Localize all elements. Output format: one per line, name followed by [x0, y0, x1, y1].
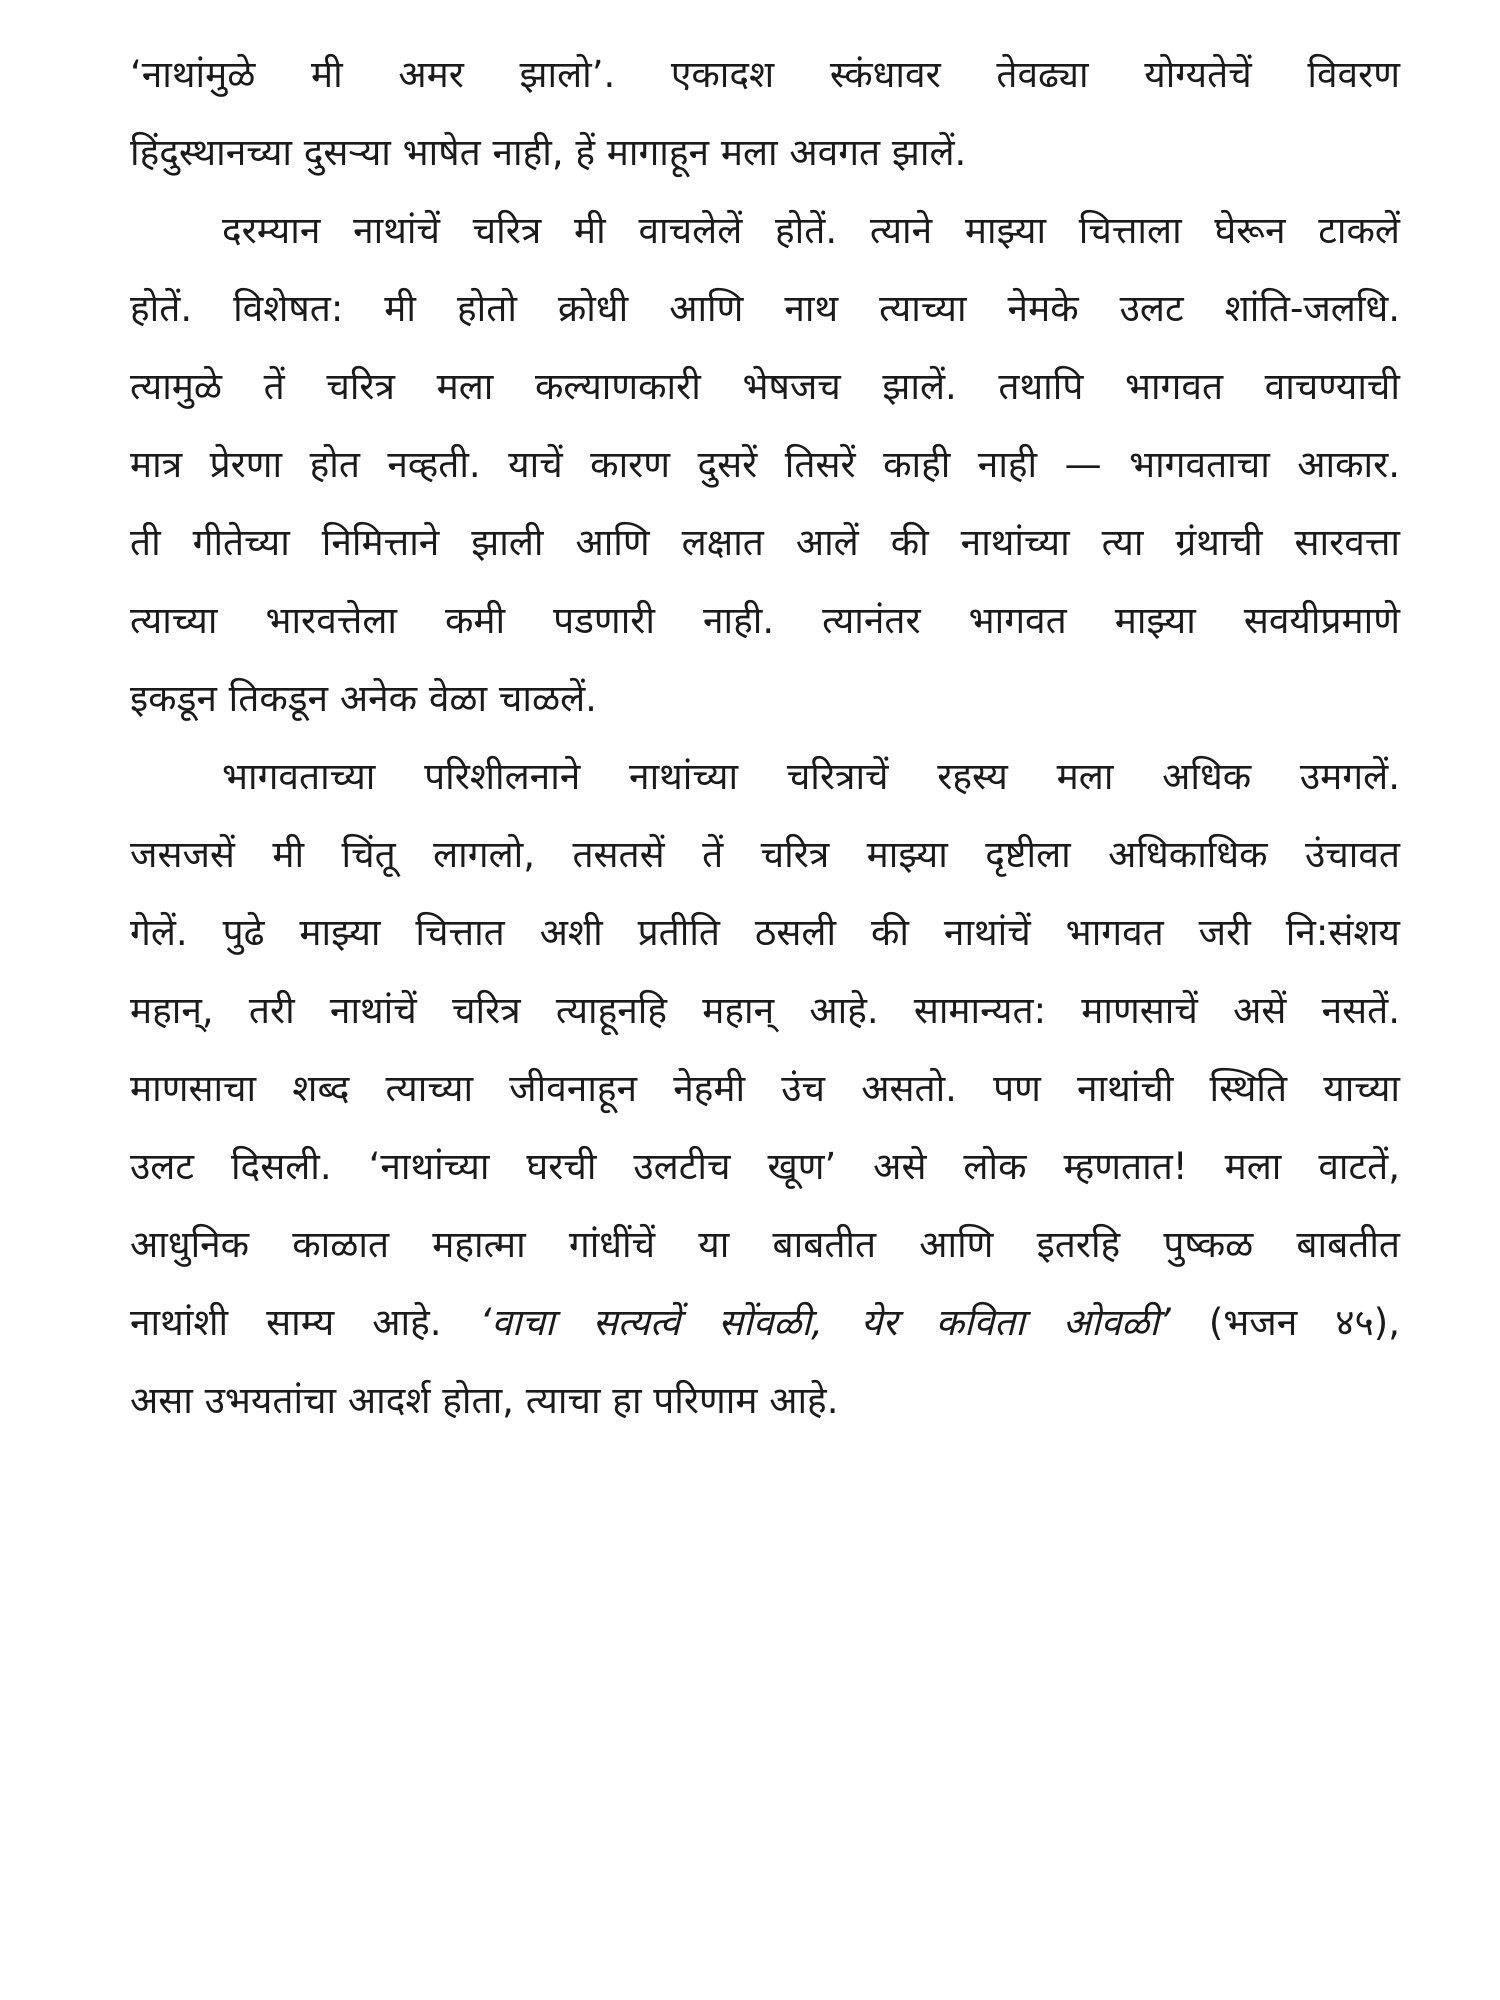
paragraph-1: [130, 36, 1400, 192]
text-line: दरम्यान नाथांचें चरित्र मी वाचलेलें होतें. त्याने माझ्या चित्ताला घेरून टाकलें: [222, 209, 1400, 252]
text-line: महान्, तरी नाथांचें चरित्र त्याहूनहि महान् आहे. सामान्यत: माणसाचें असें नसतें.: [130, 989, 1400, 1032]
italic-quotation: ‘वाचा सत्यत्वें सोंवळी, येर कविता ओवळी’: [479, 1301, 1171, 1344]
text-line: मात्र प्रेरणा होत नव्हती. याचें कारण दुसरें तिसरें काही नाही — भागवताचा आकार.: [130, 443, 1400, 486]
text-line: असा उभयतांचा आदर्श होता, त्याचा हा परिणाम आहे.: [130, 1379, 839, 1422]
text-line: भागवताच्या परिशीलनाने नाथांच्या चरित्राचें रहस्य मला अधिक उमगलें.: [222, 755, 1400, 798]
text-line: गेलें. पुढे माझ्या चित्तात अशी प्रतीति ठसली की नाथांचें भागवत जरी नि:संशय: [130, 911, 1400, 954]
text-line: माणसाचा शब्द त्याच्या जीवनाहून नेहमी उंच असतो. पण नाथांची स्थिति याच्या: [130, 1067, 1400, 1110]
paragraph-2: [130, 192, 1400, 738]
text-line: आधुनिक काळात महात्मा गांधींचें या बाबतीत आणि इतरहि पुष्कळ बाबतीत: [130, 1223, 1400, 1266]
text-line: त्यामुळे तें चरित्र मला कल्याणकारी भेषजच झालें. तथापि भागवत वाचण्याची: [130, 365, 1400, 408]
text-line: उलट दिसली. ‘नाथांच्या घरची उलटीच खूण’ असे लोक म्हणतात! मला वाटतें,: [130, 1145, 1400, 1188]
text-line: हिंदुस्थानच्या दुसऱ्या भाषेत नाही, हें मागाहून मला अवगत झालें.: [130, 131, 967, 174]
text-segment: (भजन ४५),: [1170, 1301, 1400, 1344]
text-line: ती गीतेच्या निमित्ताने झाली आणि लक्षात आलें की नाथांच्या त्या ग्रंथाची सारवत्ता: [130, 521, 1400, 564]
text-line: ‘नाथांमुळे मी अमर झालो’. एकादश स्कंधावर तेवढ्या योग्यतेचें विवरण: [130, 53, 1400, 96]
text-line: जसजसें मी चिंतू लागलो, तसतसें तें चरित्र माझ्या दृष्टीला अधिकाधिक उंचावत: [130, 833, 1400, 876]
text-line-with-quote: [130, 1284, 1400, 1362]
paragraph-3: [130, 738, 1400, 1440]
text-segment: नाथांशी साम्य आहे.: [130, 1301, 480, 1344]
text-line: इकडून तिकडून अनेक वेळा चाळलें.: [130, 677, 597, 720]
text-line: त्याच्या भारवत्तेला कमी पडणारी नाही. त्यानंतर भागवत माझ्या सवयीप्रमाणे: [130, 599, 1400, 642]
text-line: होतें. विशेषत: मी होतो क्रोधी आणि नाथ त्याच्या नेमके उलट शांति-जलधि.: [130, 287, 1400, 330]
body-text: [130, 36, 1400, 1440]
